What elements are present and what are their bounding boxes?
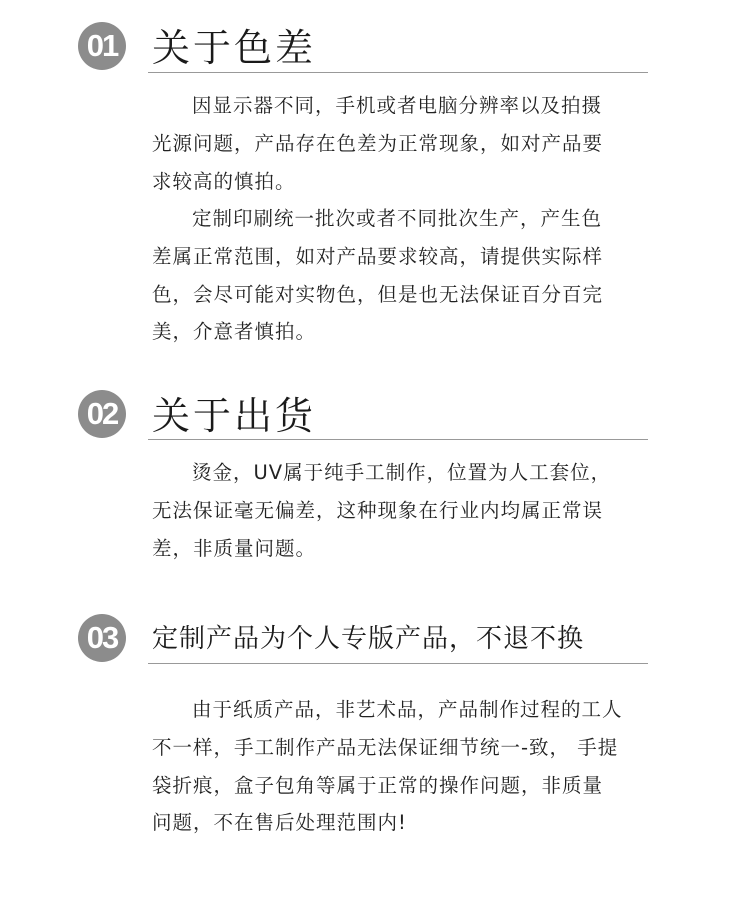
- paragraph-line: 差属正常范围，如对产品要求较高，请提供实际样: [152, 244, 604, 268]
- paragraph-line: 美，介意者慎拍。: [152, 320, 317, 344]
- paragraph-line: 定制印刷统一批次或者不同批次生产，产生色: [192, 207, 603, 230]
- paragraph-line: 差，非质量问题。: [152, 536, 317, 560]
- paragraph-line: 因显示器不同，手机或者电脑分辨率以及拍摄: [192, 94, 603, 117]
- section-title: 定制产品为个人专版产品，不退不换: [152, 624, 585, 654]
- section-divider: [148, 72, 648, 73]
- section-number-badge: 03: [78, 614, 126, 662]
- paragraph-line: 色，会尽可能对实物色，但是也无法保证百分百完: [152, 282, 604, 306]
- section-divider: [148, 439, 648, 440]
- paragraph-line: 求较高的慎拍。: [152, 169, 296, 193]
- section-number-badge: 02: [78, 390, 126, 438]
- section-divider: [148, 663, 648, 664]
- paragraph: [152, 454, 642, 567]
- paragraph: [152, 200, 642, 351]
- paragraph-line: 光源问题，产品存在色差为正常现象，如对产品要: [152, 131, 604, 155]
- paragraph: [152, 691, 642, 842]
- paragraph: [152, 87, 642, 200]
- section-title: 关于出货: [152, 394, 317, 438]
- paragraph-line: 不一样，手工制作产品无法保证细节统一-致， 手提: [152, 735, 619, 759]
- section-title: 关于色差: [152, 26, 317, 70]
- paragraph-line: 无法保证毫无偏差，这种现象在行业内均属正常误: [152, 498, 604, 522]
- paragraph-line: 由于纸质产品，非艺术品，产品制作过程的工人: [192, 698, 623, 721]
- section-number-badge: 01: [78, 22, 126, 70]
- paragraph-line: 烫金，UV属于纯手工制作，位置为人工套位，: [192, 461, 612, 484]
- paragraph-line: 问题，不在售后处理范围内!: [152, 811, 407, 835]
- paragraph-line: 袋折痕，盒子包角等属于正常的操作问题，非质量: [152, 773, 604, 797]
